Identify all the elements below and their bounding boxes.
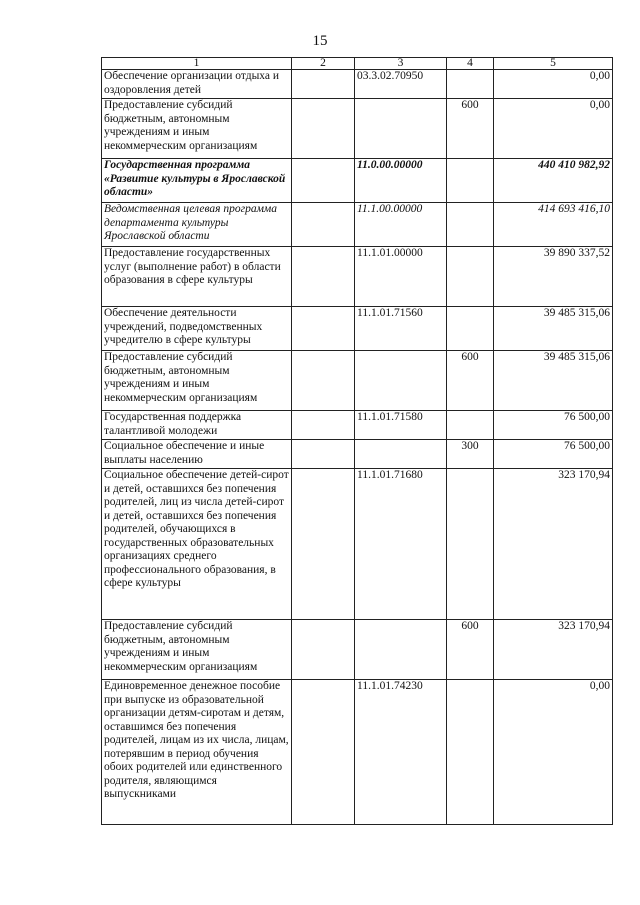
- table-row: [102, 307, 613, 351]
- row-amount-cell: 39 485 315,06: [494, 307, 613, 351]
- table-row: [102, 203, 613, 247]
- column-header-4: 4: [447, 58, 494, 70]
- row-type-cell: [447, 159, 494, 203]
- row-code-cell: 11.1.01.74230: [355, 680, 447, 825]
- row-code-cell: 11.1.01.71560: [355, 307, 447, 351]
- table-row: [102, 159, 613, 203]
- row-code-cell: [355, 440, 447, 469]
- row-amount-cell: 0,00: [494, 680, 613, 825]
- row-name-cell: Предоставление государственных услуг (выполнение работ) в области образования в сфере культуры: [102, 247, 292, 307]
- row-code-cell: [355, 620, 447, 680]
- table-row: [102, 99, 613, 159]
- row-col2-cell: [292, 351, 355, 411]
- row-col2-cell: [292, 411, 355, 440]
- row-type-cell: [447, 247, 494, 307]
- table-row: [102, 620, 613, 680]
- row-col2-cell: [292, 159, 355, 203]
- row-name-cell: Единовременное денежное пособие при выпуске из образовательной организации детям-сиротам и детям, оставшимся без попечения родителей, лицам из их числа, лицам, потерявшим в период обучения обоих родителей или единственного родителя, являющимся выпускниками: [102, 680, 292, 825]
- row-col2-cell: [292, 247, 355, 307]
- row-type-cell: [447, 70, 494, 99]
- row-name-cell: Обеспечение организации отдыха и оздоровления детей: [102, 70, 292, 99]
- row-name-cell: Государственная поддержка талантливой молодежи: [102, 411, 292, 440]
- row-col2-cell: [292, 469, 355, 620]
- table-row: [102, 440, 613, 469]
- row-col2-cell: [292, 70, 355, 99]
- row-code-cell: 11.1.01.71680: [355, 469, 447, 620]
- row-code-cell: 03.3.02.70950: [355, 70, 447, 99]
- row-amount-cell: 323 170,94: [494, 620, 613, 680]
- row-code-cell: [355, 99, 447, 159]
- table-row: [102, 469, 613, 620]
- column-header-2: 2: [292, 58, 355, 70]
- table-row: [102, 247, 613, 307]
- row-col2-cell: [292, 307, 355, 351]
- row-code-cell: 11.1.00.00000: [355, 203, 447, 247]
- row-code-cell: [355, 351, 447, 411]
- row-col2-cell: [292, 620, 355, 680]
- row-type-cell: [447, 307, 494, 351]
- row-amount-cell: 0,00: [494, 99, 613, 159]
- table-row: [102, 411, 613, 440]
- row-col2-cell: [292, 680, 355, 825]
- row-type-cell: 600: [447, 620, 494, 680]
- page-number: 15: [312, 33, 328, 49]
- row-name-cell: Социальное обеспечение детей-сирот и детей, оставшихся без попечения родителей, лиц из числа детей-сирот и детей, оставшихся без попечения родителей, обучающихся в государственных образовательных организациях среднего профессионального образования, в сфере культуры: [102, 469, 292, 620]
- row-name-cell: Обеспечение деятельности учреждений, подведомственных учредителю в сфере культуры: [102, 307, 292, 351]
- row-amount-cell: 323 170,94: [494, 469, 613, 620]
- row-type-cell: [447, 469, 494, 620]
- row-name-cell: Социальное обеспечение и иные выплаты населению: [102, 440, 292, 469]
- column-header-3: 3: [355, 58, 447, 70]
- row-amount-cell: 76 500,00: [494, 411, 613, 440]
- row-code-cell: 11.0.00.00000: [355, 159, 447, 203]
- row-amount-cell: 440 410 982,92: [494, 159, 613, 203]
- row-name-cell: Предоставление субсидий бюджетным, автономным учреждениям и иным некоммерческим организациям: [102, 620, 292, 680]
- row-name-cell: Предоставление субсидий бюджетным, автономным учреждениям и иным некоммерческим организациям: [102, 351, 292, 411]
- row-amount-cell: 39 890 337,52: [494, 247, 613, 307]
- table-row: [102, 680, 613, 825]
- row-col2-cell: [292, 203, 355, 247]
- row-type-cell: 600: [447, 99, 494, 159]
- column-header-5: 5: [494, 58, 613, 70]
- column-header-1: 1: [102, 58, 292, 70]
- row-amount-cell: 39 485 315,06: [494, 351, 613, 411]
- row-name-cell: Государственная программа «Развитие культуры в Ярославской области»: [102, 159, 292, 203]
- row-amount-cell: 0,00: [494, 70, 613, 99]
- table-row: [102, 70, 613, 99]
- row-name-cell: Ведомственная целевая программа департамента культуры Ярославской области: [102, 203, 292, 247]
- row-amount-cell: 414 693 416,10: [494, 203, 613, 247]
- row-code-cell: 11.1.01.00000: [355, 247, 447, 307]
- row-type-cell: 600: [447, 351, 494, 411]
- row-amount-cell: 76 500,00: [494, 440, 613, 469]
- row-type-cell: 300: [447, 440, 494, 469]
- row-type-cell: [447, 203, 494, 247]
- row-type-cell: [447, 411, 494, 440]
- row-name-cell: Предоставление субсидий бюджетным, автономным учреждениям и иным некоммерческим организациям: [102, 99, 292, 159]
- row-type-cell: [447, 680, 494, 825]
- row-code-cell: 11.1.01.71580: [355, 411, 447, 440]
- table-row: [102, 351, 613, 411]
- row-col2-cell: [292, 99, 355, 159]
- budget-table: [101, 57, 613, 825]
- table-header-row: [102, 58, 613, 70]
- row-col2-cell: [292, 440, 355, 469]
